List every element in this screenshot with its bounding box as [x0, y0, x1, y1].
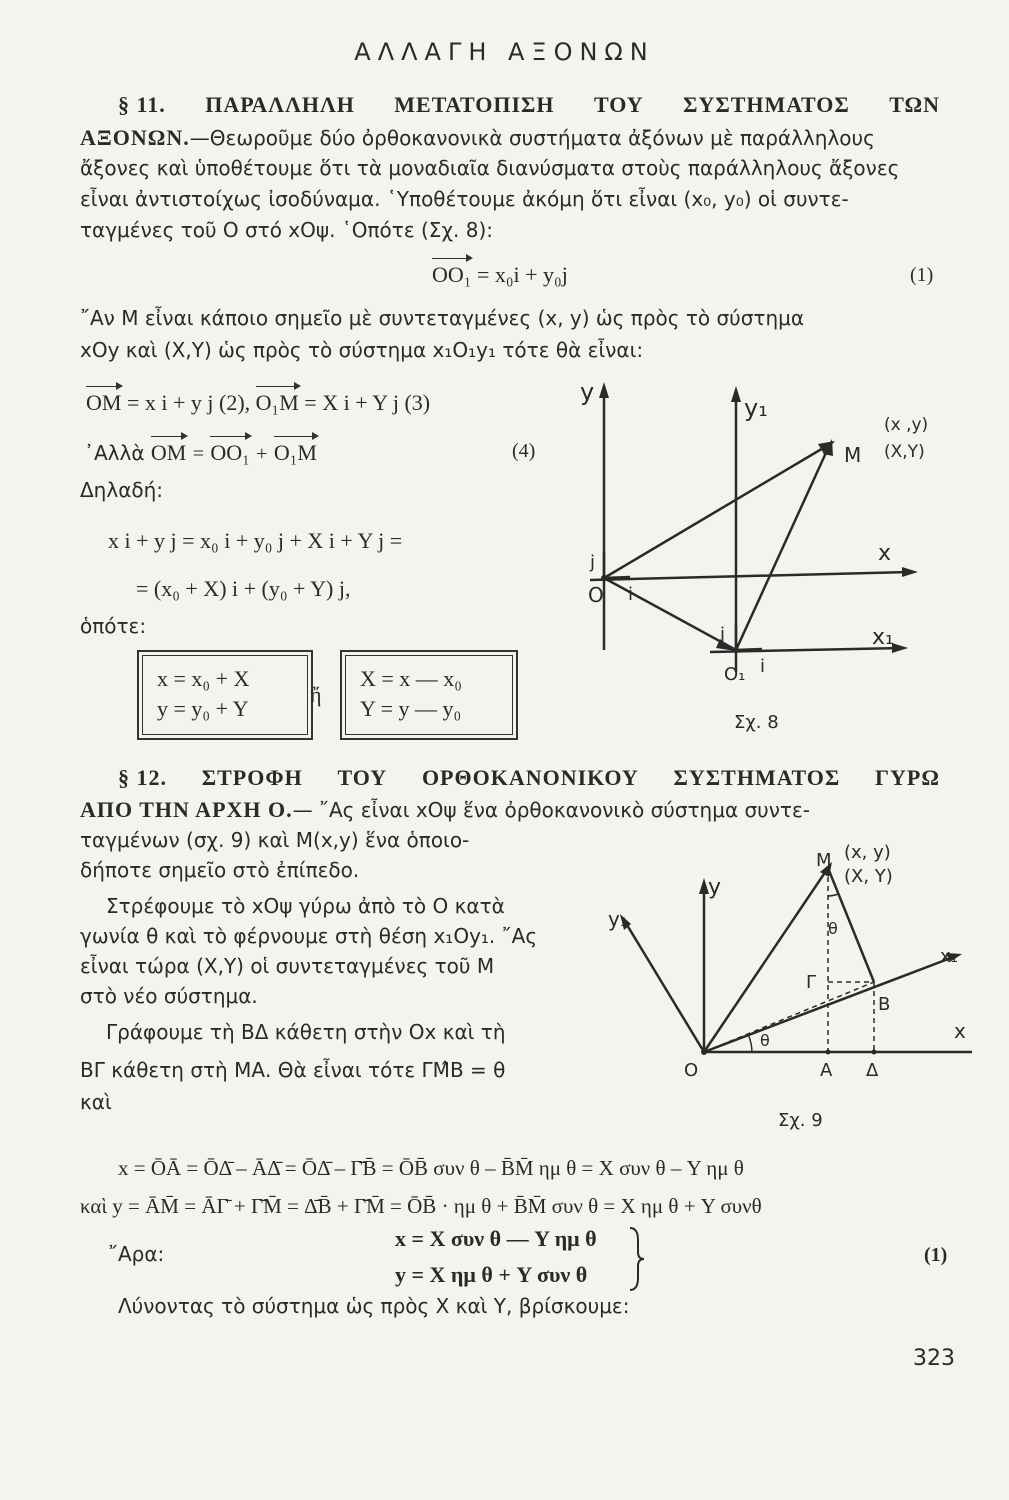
- label-M: M: [816, 850, 832, 871]
- figure-9-caption: Σχ. 9: [778, 1110, 823, 1131]
- box1-line1: x = x₀ + X: [157, 666, 250, 691]
- box1-line2: y = y₀ + Y: [157, 696, 249, 721]
- label-j: j: [590, 552, 596, 573]
- equals-sign: =: [192, 443, 204, 465]
- section-11-heading-line2: ΑΞΟΝΩΝ.: [80, 125, 190, 150]
- equation-1-number: (1): [910, 264, 934, 286]
- section-12-line2: [80, 797, 810, 823]
- equation-1: [432, 262, 568, 288]
- label-y: y: [580, 378, 595, 406]
- paragraph-text: xOy καὶ (X,Y) ὡς πρὸς τὸ σύστημα x₁O₁y₁ τότε θὰ εἶναι:: [80, 338, 644, 362]
- page-number: 323: [913, 1346, 955, 1371]
- label-j1: j: [720, 624, 726, 645]
- paragraph-text: ταγμένων (σχ. 9) καὶ M(x,y) ἕνα ὁποιο-: [80, 828, 470, 852]
- vector-O1M: O₁M: [273, 440, 317, 465]
- heading-word: ΣΤΡΟΦΗ: [201, 765, 303, 790]
- figure-9: [600, 834, 1000, 1134]
- line-OM: [704, 868, 828, 1052]
- label-A: A: [820, 1060, 833, 1081]
- label-x1: x₁: [940, 946, 958, 967]
- angle-theta-arc: [748, 1034, 752, 1052]
- section-11-heading-line1: [118, 92, 940, 118]
- paragraph-text: καὶ: [80, 1090, 112, 1114]
- vector-O1M: O₁M: [255, 390, 299, 415]
- heading-word: ΜΕΤΑΤΟΠΙΣΗ: [394, 92, 555, 117]
- angle-theta-top-arc: [828, 894, 838, 896]
- figure-8: [560, 372, 940, 742]
- unit-i1-line: [736, 649, 762, 650]
- heading-word: ΟΡΘΟΚΑΝΟΝΙΚΟΥ: [421, 765, 639, 790]
- equation-y: καὶ y = ĀM̄ = ĀΓ̄ + Γ̄M̄ = Δ̄B̄ + Γ̄M̄ = ŌB̄ · ημ θ + B̄M̄ συν θ = X ημ θ + Y συνθ: [80, 1194, 762, 1218]
- x-axis: [590, 572, 910, 580]
- label-x: x: [954, 1019, 966, 1043]
- heading-word: ΤΟΥ: [593, 92, 644, 117]
- y1-axis-arrow: [731, 386, 741, 402]
- heading-word: ΠΑΡΑΛΛΗΛΗ: [205, 92, 355, 117]
- label-theta-bottom: θ: [760, 1031, 770, 1050]
- heading-word: ΤΩΝ: [889, 92, 940, 117]
- label-B: B: [878, 994, 891, 1015]
- paragraph-text: γωνία θ καὶ τὸ φέρνουμε στὴ θέση x₁Oy₁. ῎Ας: [80, 924, 538, 948]
- label-M: M: [844, 443, 862, 467]
- heading-word: ΓΥΡΩ: [875, 765, 940, 790]
- heading-word: ΣΥΣΤΗΜΑΤΟΣ: [683, 92, 850, 117]
- result-box-2: [340, 650, 518, 740]
- plus-sign: +: [256, 443, 268, 465]
- equation-5: x i + y j = x₀ i + y₀ j + X i + Y j =: [108, 528, 403, 553]
- heading-word: ΣΥΣΤΗΜΑΤΟΣ: [673, 765, 841, 790]
- paragraph-text: στὸ νέο σύστημα.: [80, 984, 258, 1008]
- label-x: x: [878, 541, 892, 566]
- paragraph-text: δήποτε σημεῖο στὸ ἐπίπεδο.: [80, 858, 360, 882]
- segment-OB: [704, 982, 874, 1052]
- equation-x: x = ŌĀ = ŌΔ̄ – ĀΔ̄ = ŌΔ̄ – Γ̄B̄ = ŌB̄ συν θ – B̄M̄ ημ θ = X συν θ – Y ημ θ: [118, 1156, 744, 1180]
- point-A-dot: [826, 1050, 831, 1055]
- box2-line2: Y = y — y₀: [360, 696, 462, 721]
- paragraph-text: Γράφουμε τὴ ΒΔ κάθετη στὴν Ox καὶ τὴ: [106, 1020, 506, 1044]
- x1-axis-arrow: [892, 643, 908, 653]
- section-12-heading-line2: ΑΠΟ ΤΗΝ ΑΡΧΗ Ο.: [80, 797, 293, 822]
- equation-4-prefix: ᾿Αλλὰ: [84, 441, 145, 465]
- unit-i-line: [604, 577, 630, 578]
- result-box-1: [137, 650, 313, 740]
- label-ara: ῎Αρα:: [108, 1242, 165, 1266]
- paragraph-text: Λύνοντας τὸ σύστημα ὡς πρὸς X καὶ Y, βρίσκουμε:: [118, 1294, 630, 1318]
- paragraph-text: εἶναι τώρα (X,Y) οἱ συντεταγμένες τοῦ M: [80, 954, 495, 978]
- section-12-heading-line1: [118, 765, 940, 791]
- label-O: O: [684, 1060, 699, 1081]
- paragraph-text: ἄξονες καὶ ὑποθέτουμε ὅτι τὰ μοναδιαῖα διανύσματα στοὺς παράλληλους ἄξονες: [80, 156, 900, 180]
- paragraph-text: Στρέφουμε τὸ xOψ γύρω ἀπὸ τὸ O κατὰ: [106, 894, 505, 918]
- label-XY: (X,Y): [884, 442, 925, 462]
- label-x1: x₁: [872, 625, 894, 650]
- system-line-2: y = X ημ θ + Y συν θ: [395, 1262, 588, 1287]
- equation-4-number: (4): [512, 440, 536, 462]
- label-opote: ὁπότε:: [80, 614, 147, 638]
- label-XY: (X, Y): [844, 866, 893, 887]
- equation-4: [84, 440, 317, 466]
- equation-2-3: [86, 390, 430, 416]
- section-11-line2: [80, 125, 875, 151]
- vector-OM: OM: [86, 390, 122, 415]
- box2-line1: X = x — x₀: [360, 666, 462, 691]
- origin-O-dot: [701, 1049, 707, 1055]
- label-xy: (x, y): [844, 842, 891, 863]
- label-y1: y₁: [608, 907, 628, 931]
- vector-OO1: OO₁: [210, 440, 250, 465]
- label-i1: i: [760, 656, 766, 677]
- heading-word: § 12.: [118, 765, 167, 790]
- label-y: y: [708, 875, 722, 900]
- paragraph-text: ταγμένες τοῦ O στό xOψ. ῾Οπότε (Σχ. 8):: [80, 218, 493, 242]
- word-or: ἤ: [310, 682, 322, 707]
- heading-word: § 11.: [118, 92, 166, 117]
- figure-8-caption: Σχ. 8: [734, 712, 779, 733]
- paragraph-text: — ῎Ας εἶναι xOψ ἕνα ὀρθοκανονικὸ σύστημα συντε-: [292, 798, 810, 822]
- label-y1: y₁: [744, 394, 768, 422]
- paragraph-text: εἶναι ἀντιστοίχως ἰσοδύναμα. ῾Υποθέτουμε ἀκόμη ὅτι εἶναι (x₀, y₀) οἱ συντε-: [80, 187, 849, 211]
- x-axis-arrow: [902, 567, 918, 577]
- system-number: (1): [924, 1244, 948, 1266]
- label-D: Δ: [866, 1060, 879, 1081]
- running-title: ΑΛΛΑΓΗ ΑΞΟΝΩΝ: [354, 38, 655, 66]
- label-i: i: [628, 584, 634, 605]
- paragraph-text: ΒΓ κάθετη στὴ ΜΑ. Θὰ εἶναι τότε ΓΜ̂Β = θ: [80, 1058, 506, 1082]
- label-xy: (x ,y): [884, 415, 929, 435]
- equation-2: = x i + y j (2),: [126, 390, 251, 415]
- y-axis-arrow: [599, 382, 609, 398]
- origin-O-dot: [601, 575, 607, 581]
- paragraph-text: —Θεωροῦμε δύο ὀρθοκανονικὰ συστήματα ἀξόνων μὲ παράλληλους: [189, 126, 875, 150]
- label-G: Γ: [806, 972, 817, 993]
- vector-OM: OM: [150, 440, 187, 465]
- label-delady: Δηλαδή:: [80, 478, 164, 502]
- heading-word: ΤΟΥ: [337, 765, 388, 790]
- label-O1: O₁: [724, 664, 746, 685]
- equation-6: = (x₀ + X) i + (y₀ + Y) j,: [136, 576, 351, 601]
- paragraph-text: ῎Αν Μ εἶναι κάποιο σημεῖο μὲ συντεταγμένες (x, y) ὡς πρὸς τὸ σύστημα: [80, 306, 805, 330]
- equation-3: = X i + Y j (3): [304, 390, 431, 415]
- vector-O1M-line: [736, 444, 830, 650]
- point-D-dot: [872, 1050, 877, 1055]
- vector-OO1-line: [604, 578, 736, 650]
- y1-axis: [624, 920, 704, 1052]
- x1-axis: [704, 956, 956, 1052]
- vector-OO1: OO₁: [432, 262, 472, 287]
- vector-OM-line: [604, 444, 830, 578]
- system-brace: [628, 1226, 648, 1292]
- label-theta-top: θ: [828, 919, 838, 938]
- system-line-1: x = X συν θ — Y ημ θ: [395, 1226, 597, 1251]
- label-O: O: [588, 583, 604, 607]
- origin-O1-dot: [733, 647, 739, 653]
- equation-1-rhs: = x₀i + y₀j: [476, 262, 568, 287]
